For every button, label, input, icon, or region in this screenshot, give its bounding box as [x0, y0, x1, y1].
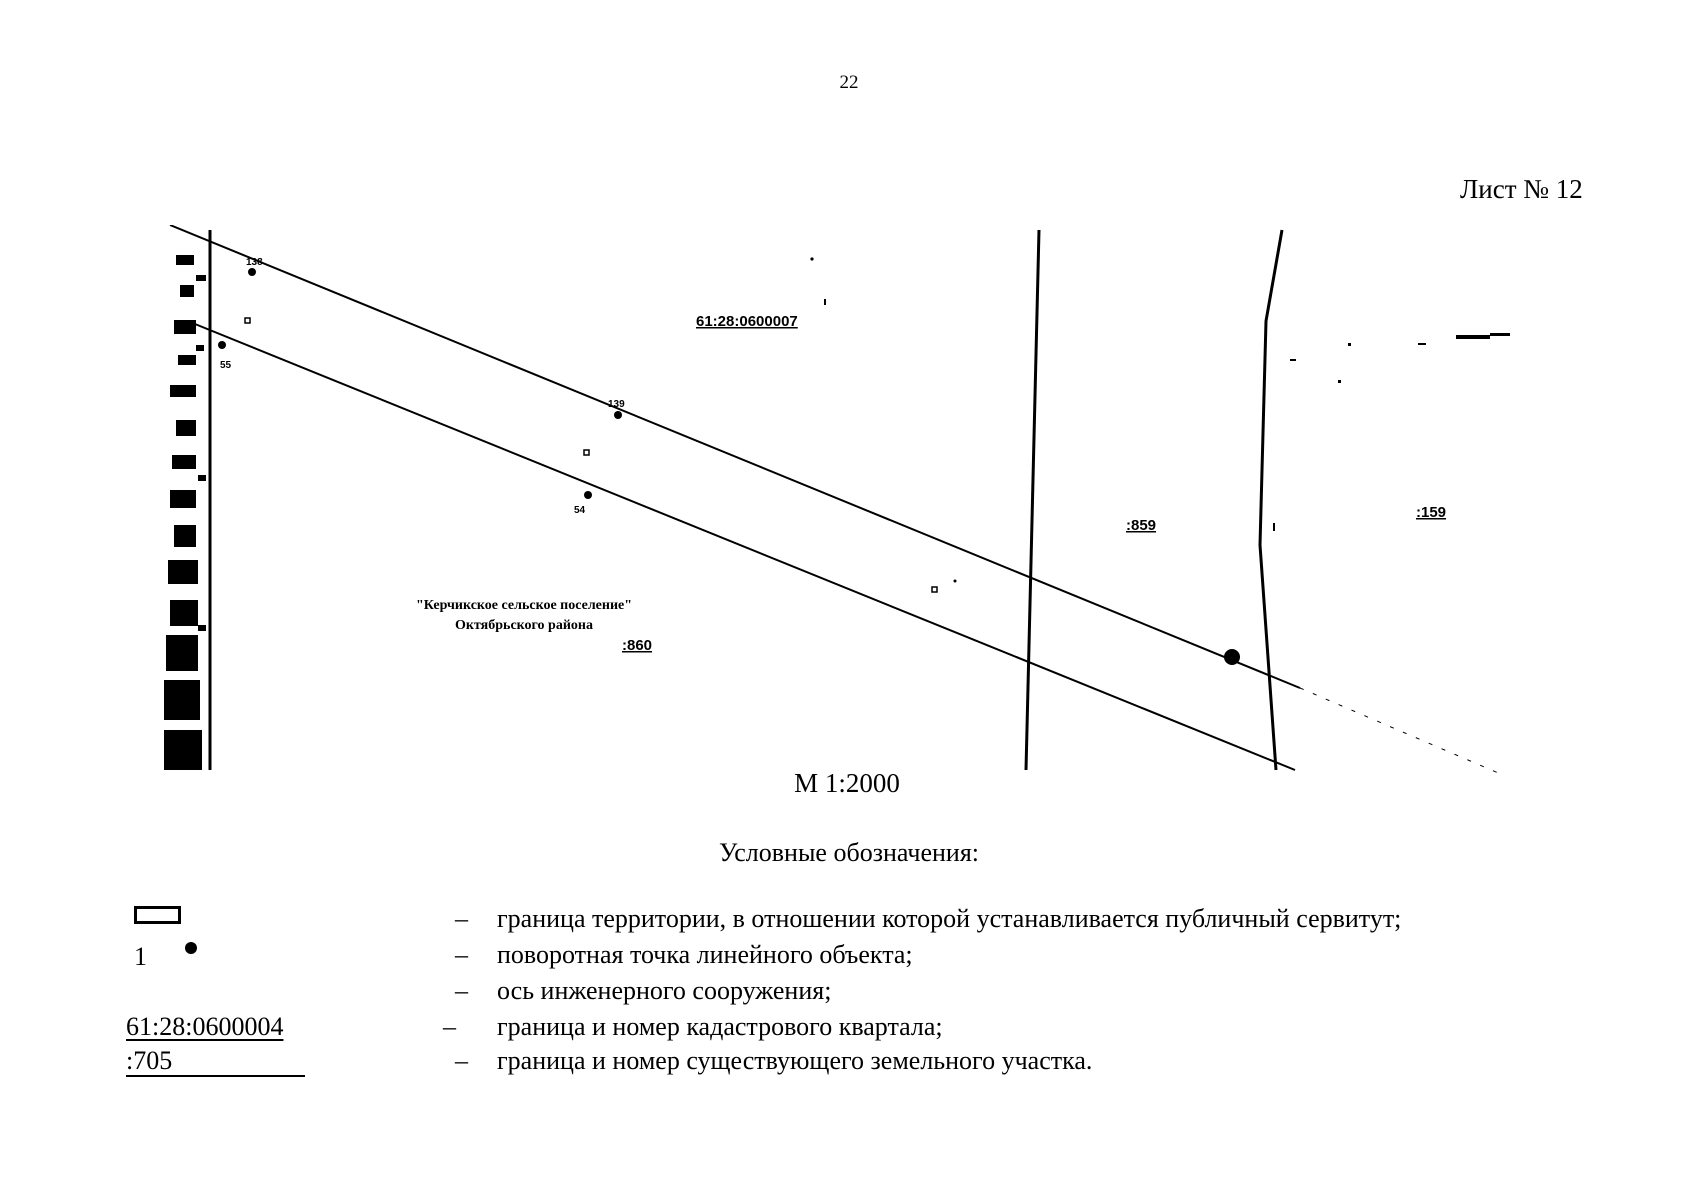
legend-symbol-parcel-line [126, 1075, 305, 1077]
cadastral-quarter-label: 61:28:0600007 [696, 313, 798, 330]
legend-desc-servitude-boundary: граница территории, в отношении которой устанавливается публичный сервитут; [497, 904, 1402, 933]
axis-markers [245, 318, 937, 592]
legend-desc-turning-point: поворотная точка линейного объекта; [497, 940, 913, 969]
legend-desc-parcel-boundary: граница и номер существующего земельного участка. [497, 1046, 1093, 1075]
legend-desc-quarter-boundary: граница и номер кадастрового квартала; [497, 1012, 943, 1041]
legend-symbol-parcel: :705 [126, 1046, 173, 1075]
left-boundary-hatching [164, 230, 210, 770]
legend-symbol-boundary-rect [134, 906, 181, 924]
map-scale [0, 768, 1698, 799]
turning-point-138 [248, 268, 256, 276]
page-number: 22 [839, 72, 859, 93]
legend-title: Условные обозначения: [718, 838, 980, 867]
parcel-label-159: :159 [1416, 504, 1447, 521]
legend-dash: – [455, 1046, 468, 1075]
legend-symbol-point-number: 1 [134, 942, 147, 971]
sheet-label: Лист № 12 [1460, 174, 1583, 204]
settlement-name: "Керчикское сельское поселение" [415, 598, 633, 613]
parcel-label-859: :859 [1126, 517, 1157, 534]
cadastral-map [160, 225, 1520, 775]
scan-specks [810, 257, 1510, 665]
district-name: Октябрьского района [455, 618, 593, 633]
legend-dash: – [455, 904, 468, 933]
servitude-boundary [170, 225, 1510, 775]
legend-symbol-quarter: 61:28:0600004 [126, 1012, 284, 1041]
legend-desc-structure-axis: ось инженерного сооружения; [497, 976, 832, 1005]
parcel-label-860: :860 [622, 637, 653, 654]
legend-dash: – [455, 940, 468, 969]
legend-dash: – [443, 1012, 456, 1041]
point-label-139: 139 [608, 399, 625, 410]
turning-point-55 [218, 341, 226, 349]
turning-point-139 [614, 411, 622, 419]
point-label-54: 54 [574, 505, 586, 516]
map-scale-text: М 1:2000 [794, 768, 900, 798]
legend-dash: – [455, 976, 468, 1005]
point-label-138: 138 [246, 257, 263, 268]
parcel-boundaries [1026, 230, 1282, 770]
point-label-55: 55 [220, 360, 232, 371]
legend-symbol-point-dot [185, 942, 197, 954]
turning-point-54 [584, 491, 592, 499]
